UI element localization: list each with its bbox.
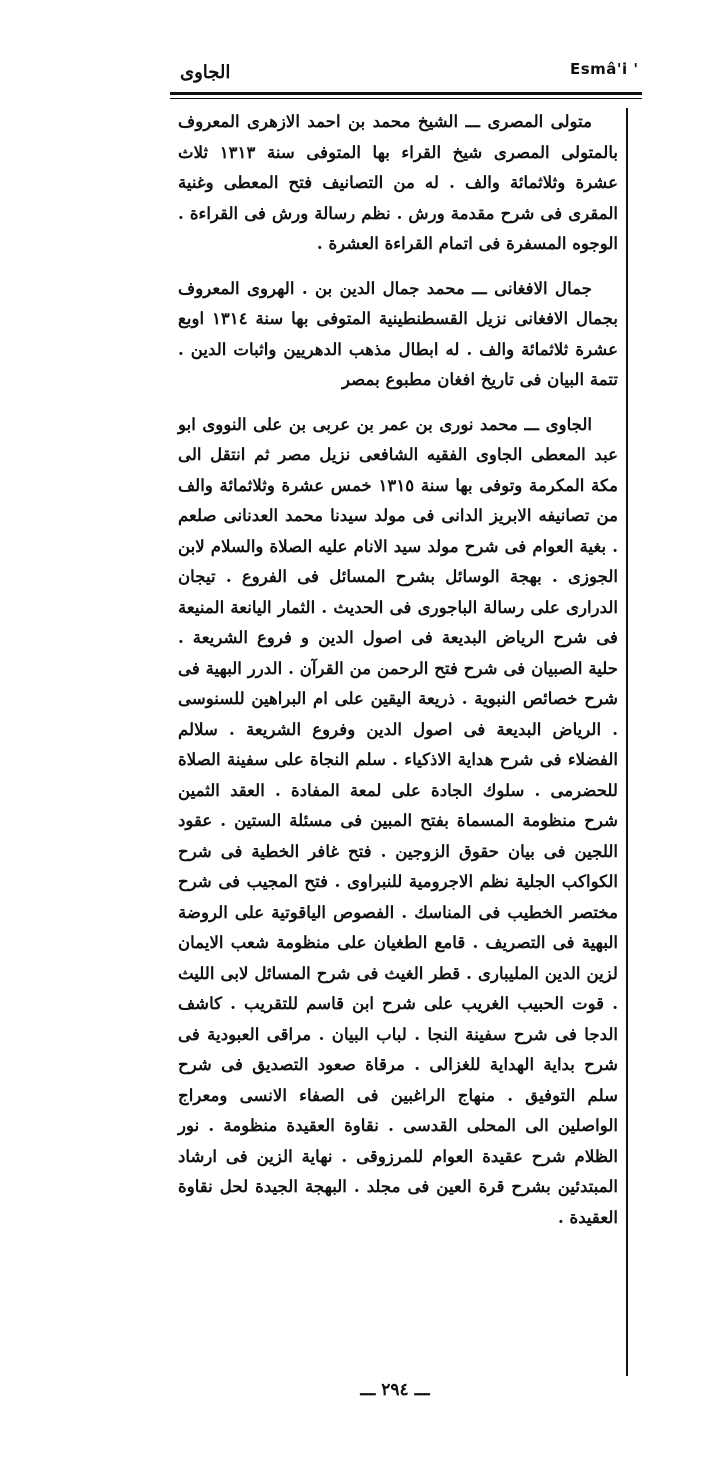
entry-text: ـــ محمد جمال الدين بن . الهروى المعروف بجمال الافغانى نزيل القسطنطينية المتوفى بها سنة ١٣١٤ اوبع عشرة ثلاثمائة والف . له ابطال مذهب الدهريين واثبات الدين . تتمة البيان فى تاريخ افغان مطبوع بمصر xyxy=(178,277,618,389)
header-rule-thick xyxy=(170,92,642,95)
column-rule xyxy=(626,108,628,1376)
entry-headword: جمال الافغانى xyxy=(494,277,593,298)
entry-afghani xyxy=(178,273,618,395)
entry-mutawalli xyxy=(178,106,618,259)
running-head-latin: Esmâ'i ' xyxy=(570,60,639,78)
header-rule-thin xyxy=(170,98,642,99)
running-head-arabic: الجاوى xyxy=(180,62,231,83)
entry-jawi xyxy=(178,409,618,1233)
entry-text: ـــ الشيخ محمد بن احمد الازهرى المعروف بالمتولى المصرى شيخ القراء بها المتوفى سنة ١٣١٣ ثلاث عشرة وثلاثمائة والف . له من التصانيف فتح المعطى وغنية المقرى فى شرح مقدمة ورش . نظم رسالة ورش فى القراءة . الوجوه المسفرة فى اتمام القراءة العشرة . xyxy=(178,111,619,253)
entry-headword: متولى المصرى xyxy=(487,111,592,131)
text-column xyxy=(178,106,618,1232)
entry-headword: الجاوى xyxy=(545,413,592,434)
page-number: ـــ ٢٩٤ ـــ xyxy=(360,1380,430,1400)
entry-text: ـــ محمد نورى بن عمر بن عربى بن على النووى ابو عبد المعطى الجاوى الفقيه الشافعى نزيل مصر ثم انتقل الى مكة المكرمة وتوفى بها سنة ١٣١٥ خمس عشرة وثلاثمائة والف من تصانيفه الابريز الدانى فى مولد سيدنا محمد العدنانى صلعم . بغية العوام فى شرح مولد سيد الانام عليه الصلاة والسلام لابن الجوزى . بهجة الوسائل بشرح المسائل فى الفروع . تيجان الدرارى على رسالة الباجورى فى الحديث . الثمار اليانعة المنيعة فى شرح الرياض البديعة فى اصول الدين و فروع الشريعة . حلية الصبيان فى شرح فتح الرحمن من القرآن . الدرر البهية فى شرح خصائص النبوية . ذريعة اليقين على ام البراهين للسنوسى . الرياض البديعة فى اصول الدين وفروع الشريعة . سلالم الفضلاء فى شرح هداية الاذكياء . سلم النجاة على سفينة الصلاة للحضرمى . سلوك الجادة على لمعة المفادة . العقد الثمين شرح منظومة المسماة بفتح المبين فى مسئلة الستين . عقود اللجين فى بيان حقوق الزوجين . فتح غافر الخطية فى شرح الكواكب الجلية نظم الاجرومية للنبراوى . فتح المجيب فى شرح مختصر الخطيب فى المناسك . الفصوص الياقوتية على الروضة البهية فى التصريف . قامع الطغيان على منظومة شعب الايمان لزين الدين المليبارى . قطر الغيث فى شرح المسائل لابى الليث . قوت الحبيب الغريب على شرح ابن قاسم للتقريب . كاشف الدجا فى شرح سفينة النجا . لباب البيان . مراقى العبودية فى شرح بداية الهداية للغزالى . مرقاة صعود التصديق فى شرح سلم التوفيق . منهاج الراغبين فى الصفاء الانسى ومعراج الواصلين الى المحلى القدسى . نقاوة العقيدة منظومة . نور الظلام شرح عقيدة العوام للمرزوقى . نهاية الزين فى ارشاد المبتدئين بشرح قرة العين فى مجلد . البهجة الجيدة لحل نقاوة العقيدة . xyxy=(178,413,619,1227)
